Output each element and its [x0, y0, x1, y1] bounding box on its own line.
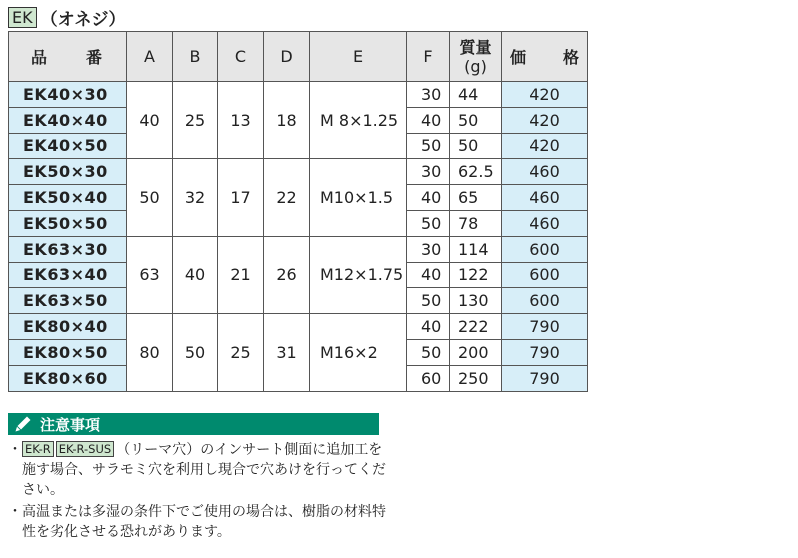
dim-f-cell: 50: [407, 288, 450, 314]
price-cell: 790: [502, 365, 588, 391]
dim-f-cell: 30: [407, 82, 450, 108]
note-text: EK-R EK-R-SUS （リーマ穴）のインサート側面に追加工を施す場合、サラモミ穴を利用し現合で穴あけを行ってください。: [22, 442, 386, 498]
dim-a-cell: 80: [127, 314, 173, 391]
header-part-number: 品 番: [9, 32, 127, 82]
price-cell: 420: [502, 82, 588, 108]
part-number-cell: EK40×30: [9, 82, 127, 108]
series-subtitle: （オネジ）: [40, 9, 126, 30]
price-cell: 460: [502, 159, 588, 185]
bullet: ・: [8, 442, 22, 458]
dim-f-cell: 50: [407, 133, 450, 159]
thread-e-cell: M 8×1.25: [310, 82, 407, 159]
dim-f-cell: 60: [407, 365, 450, 391]
dim-f-cell: 40: [407, 262, 450, 288]
mass-cell: 222: [450, 314, 502, 340]
part-number-cell: EK63×40: [9, 262, 127, 288]
dim-f-cell: 30: [407, 159, 450, 185]
page-title: [8, 6, 125, 28]
product-tag: EK-R: [22, 441, 54, 457]
dim-f-cell: 30: [407, 236, 450, 262]
part-number-cell: EK80×60: [9, 365, 127, 391]
caution-notes: [8, 440, 388, 544]
dim-c-cell: 17: [218, 159, 264, 236]
thread-e-cell: M16×2: [310, 314, 407, 391]
price-cell: 460: [502, 185, 588, 211]
pencil-icon: [14, 415, 32, 433]
price-cell: 460: [502, 210, 588, 236]
table-row: [9, 82, 588, 108]
mass-cell: 200: [450, 339, 502, 365]
price-cell: 600: [502, 236, 588, 262]
dim-d-cell: 22: [264, 159, 310, 236]
dim-f-cell: 40: [407, 314, 450, 340]
caution-note: [8, 502, 388, 542]
part-number-cell: EK63×50: [9, 288, 127, 314]
caution-title: 注意事項: [40, 415, 101, 434]
price-cell: 790: [502, 314, 588, 340]
dim-c-cell: 25: [218, 314, 264, 391]
mass-cell: 65: [450, 185, 502, 211]
part-number-cell: EK80×40: [9, 314, 127, 340]
header-f: F: [407, 32, 450, 82]
dim-d-cell: 31: [264, 314, 310, 391]
dim-a-cell: 40: [127, 82, 173, 159]
part-number-cell: EK80×50: [9, 339, 127, 365]
mass-cell: 50: [450, 133, 502, 159]
mass-cell: 122: [450, 262, 502, 288]
mass-cell: 250: [450, 365, 502, 391]
part-number-cell: EK50×50: [9, 210, 127, 236]
dim-f-cell: 40: [407, 107, 450, 133]
price-cell: 600: [502, 262, 588, 288]
price-cell: 600: [502, 288, 588, 314]
caution-header: [8, 413, 379, 435]
dim-c-cell: 21: [218, 236, 264, 313]
header-c: C: [218, 32, 264, 82]
mass-cell: 50: [450, 107, 502, 133]
part-number-cell: EK50×40: [9, 185, 127, 211]
header-e: E: [310, 32, 407, 82]
dim-b-cell: 25: [173, 82, 218, 159]
mass-cell: 62.5: [450, 159, 502, 185]
dim-b-cell: 50: [173, 314, 218, 391]
table-header-row: [9, 32, 588, 82]
mass-cell: 44: [450, 82, 502, 108]
table-body: [9, 82, 588, 392]
dim-a-cell: 63: [127, 236, 173, 313]
header-price: 価 格: [502, 32, 588, 82]
header-a: A: [127, 32, 173, 82]
mass-cell: 78: [450, 210, 502, 236]
header-mass: 質量 (g): [450, 32, 502, 82]
mass-cell: 114: [450, 236, 502, 262]
dim-a-cell: 50: [127, 159, 173, 236]
part-number-cell: EK40×50: [9, 133, 127, 159]
table-row: [9, 314, 588, 340]
product-tag: EK-R-SUS: [56, 441, 114, 457]
caution-note: [8, 440, 388, 500]
dim-d-cell: 26: [264, 236, 310, 313]
price-cell: 790: [502, 339, 588, 365]
table-row: [9, 236, 588, 262]
price-cell: 420: [502, 133, 588, 159]
part-number-cell: EK63×30: [9, 236, 127, 262]
note-text: 高温または多湿の条件下でご使用の場合は、樹脂の材料特性を劣化させる恐れがあります。: [22, 504, 386, 540]
dim-b-cell: 40: [173, 236, 218, 313]
price-cell: 420: [502, 107, 588, 133]
header-d: D: [264, 32, 310, 82]
part-number-cell: EK40×40: [9, 107, 127, 133]
mass-cell: 130: [450, 288, 502, 314]
thread-e-cell: M10×1.5: [310, 159, 407, 236]
spec-table: [8, 31, 588, 392]
dim-c-cell: 13: [218, 82, 264, 159]
dim-b-cell: 32: [173, 159, 218, 236]
thread-e-cell: M12×1.75: [310, 236, 407, 313]
dim-f-cell: 50: [407, 210, 450, 236]
header-b: B: [173, 32, 218, 82]
series-code-badge: EK: [8, 7, 37, 28]
bullet: ・: [8, 504, 22, 520]
table-row: [9, 159, 588, 185]
part-number-cell: EK50×30: [9, 159, 127, 185]
dim-f-cell: 50: [407, 339, 450, 365]
dim-d-cell: 18: [264, 82, 310, 159]
dim-f-cell: 40: [407, 185, 450, 211]
